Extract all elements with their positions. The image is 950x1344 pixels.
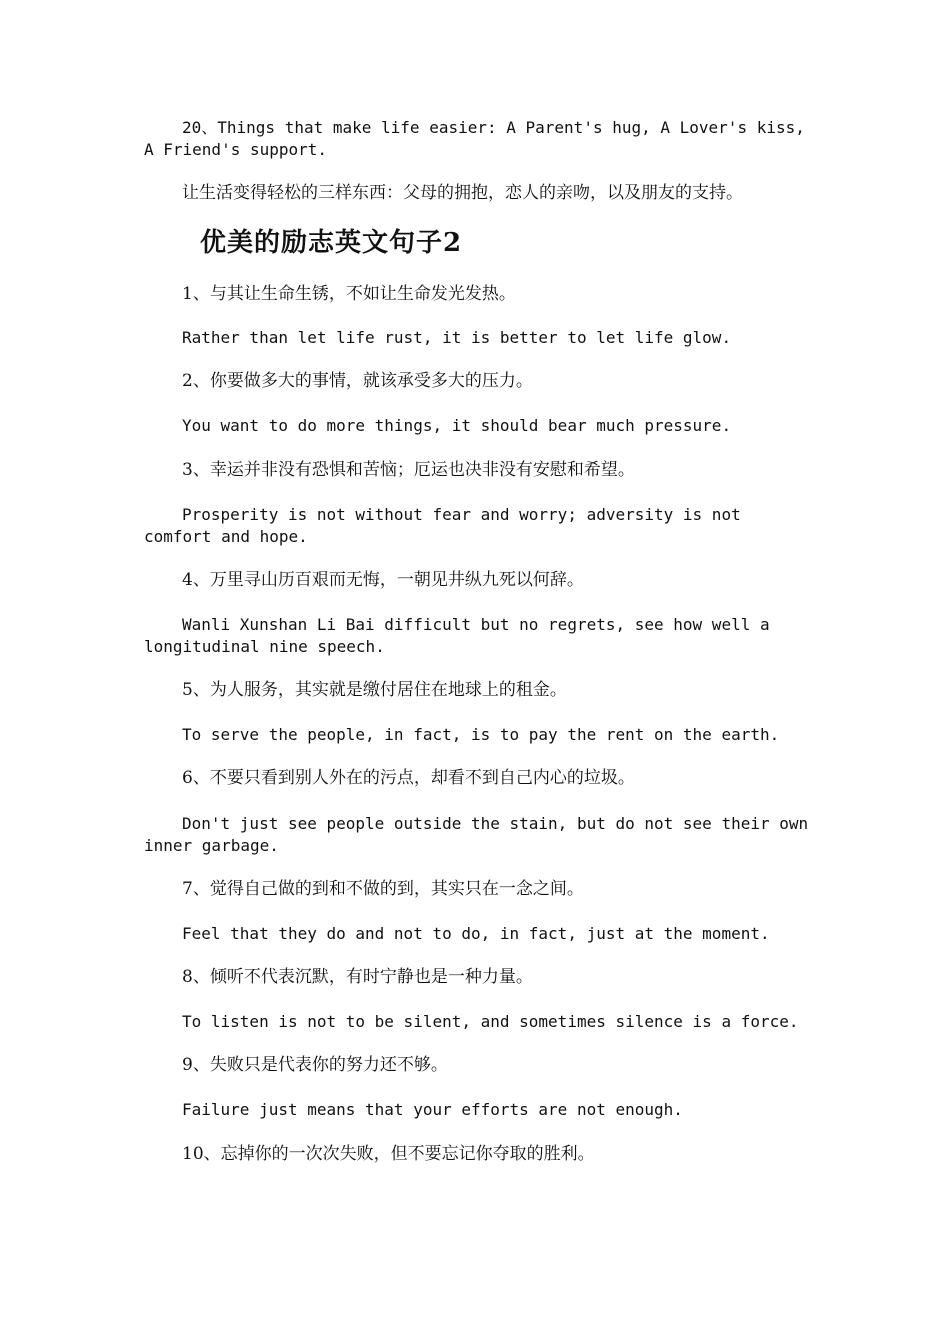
intro-en-paragraph: 20、Things that make life easier: A Parent's hug, A Lover's kiss, A Friend's support. <box>144 118 805 159</box>
item-8-cn: 8、倾听不代表沉默，有时宁静也是一种力量。 <box>182 967 533 987</box>
item-2-en: You want to do more things, it should bear much pressure. <box>182 416 732 435</box>
intro-cn-paragraph: 让生活变得轻松的三样东西：父母的拥抱，恋人的亲吻，以及朋友的支持。 <box>182 183 743 203</box>
item-10-cn: 10、忘掉你的一次次失败，但不要忘记你夺取的胜利。 <box>182 1144 595 1164</box>
item-1-en: Rather than let life rust, it is better to let life glow. <box>182 328 732 347</box>
item-3-en: Prosperity is not without fear and worry; adversity is not comfort and hope. <box>144 505 741 546</box>
item-9-cn: 9、失败只是代表你的努力还不够。 <box>182 1055 448 1075</box>
item-7-cn: 7、觉得自己做的到和不做的到，其实只在一念之间。 <box>182 879 584 899</box>
item-3-cn: 3、幸运并非没有恐惧和苦恼；厄运也决非没有安慰和希望。 <box>182 460 635 480</box>
item-6-en: Don't just see people outside the stain, but do not see their own inner garbage. <box>144 814 809 855</box>
item-4-en: Wanli Xunshan Li Bai difficult but no regrets, see how well a longitudinal nine speech. <box>144 615 770 656</box>
item-4-cn: 4、万里寻山历百艰而无悔，一朝见井纵九死以何辞。 <box>182 570 584 590</box>
item-2-cn: 2、你要做多大的事情，就该承受多大的压力。 <box>182 371 533 391</box>
section-heading: 优美的励志英文句子2 <box>200 228 463 258</box>
item-5-en: To serve the people, in fact, is to pay the rent on the earth. <box>182 725 780 744</box>
item-1-cn: 1、与其让生命生锈，不如让生命发光发热。 <box>182 284 516 304</box>
item-5-cn: 5、为人服务，其实就是缴付居住在地球上的租金。 <box>182 680 567 700</box>
item-8-en: To listen is not to be silent, and sometimes silence is a force. <box>182 1012 799 1031</box>
item-6-cn: 6、不要只看到别人外在的污点，却看不到自己内心的垃圾。 <box>182 768 635 788</box>
item-7-en: Feel that they do and not to do, in fact, just at the moment. <box>182 924 770 943</box>
item-9-en: Failure just means that your efforts are not enough. <box>182 1100 683 1119</box>
